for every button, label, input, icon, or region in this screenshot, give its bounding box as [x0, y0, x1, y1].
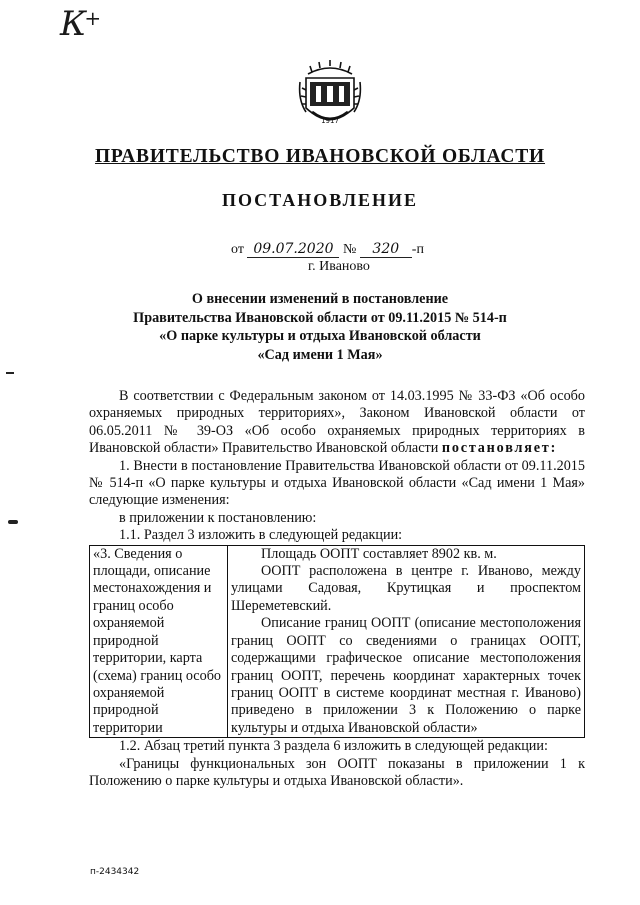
quote-paragraph: «Границы функциональных зон ООПТ показаны в приложении 1 к Положению о парке культуры и отдыха Ивановской области».	[89, 755, 585, 789]
number-sign: №	[342, 242, 357, 257]
scan-mark	[8, 520, 18, 524]
scan-mark	[6, 372, 14, 374]
table-left-cell: «3. Сведения о площади, описание местонахождения и границ особо охраняемой природной территории, карта (схема) границ особо охраняемой природной территории	[90, 545, 228, 737]
document-date: 09.07.2020	[247, 241, 339, 258]
handwritten-note: К+	[60, 4, 100, 44]
number-suffix: -п	[411, 242, 424, 257]
document-heading: О внесении изменений в постановление Правительства Ивановской области от 09.11.2015 № 514-п «О парке культуры и отдыха Ивановской области «Сад имени 1 Мая»	[133, 291, 507, 363]
document-id: п-2434342	[90, 867, 140, 877]
item-1-annex: в приложении к постановлению:	[119, 509, 317, 526]
item-1-2: 1.2. Абзац третий пункта 3 раздела 6 изложить в следующей редакции:	[119, 738, 548, 755]
table-row	[90, 545, 585, 737]
item-1-1: 1.1. Раздел 3 изложить в следующей редакции:	[119, 527, 403, 544]
date-number-line	[231, 241, 424, 258]
preamble-paragraph: В соответствии с Федеральным законом от 14.03.1995 № 33-ФЗ «Об особо охраняемых природных территориях», Законом Ивановской области от 06.05.2011 № 39-ОЗ «Об особо охраняемых природных территориях в Ивановской области» Правительство Ивановской области постановляет:	[89, 388, 585, 457]
resolves-word: постановляет:	[441, 440, 558, 457]
document-body	[89, 388, 585, 790]
date-prefix: от	[231, 242, 244, 257]
item-1: 1. Внести в постановление Правительства Ивановской области от 09.11.2015 № 514-п «О парке культуры и отдыха Ивановской области «Сад имени 1 Мая» следующие изменения:	[89, 457, 585, 509]
table-right-cell	[228, 545, 585, 737]
description-text: Описание границ ООПТ (описание местоположения границ ООПТ со сведениями о границах ООПТ, содержащими графическое описание местоположения границ ООПТ, перечень координат характерных точек границ ООПТ в системе координат местная г. Иваново) приведено в приложении 3 к Положению о парке культуры и отдыха Ивановской области»	[231, 615, 581, 736]
city: г. Иваново	[308, 259, 370, 274]
document-type: ПОСТАНОВЛЕНИЕ	[221, 190, 419, 210]
location-text: ООПТ расположена в центре г. Иваново, между улицами Садовая, Крутицкая и проспектом Шереметевский.	[231, 563, 581, 614]
coat-of-arms-icon	[298, 60, 362, 134]
section-3-table	[89, 545, 585, 738]
area-text: Площадь ООПТ составляет 8902 кв. м.	[261, 545, 497, 562]
document-number: 320	[360, 241, 412, 258]
emblem-caption: 1917	[321, 117, 339, 125]
government-title: ПРАВИТЕЛЬСТВО ИВАНОВСКОЙ ОБЛАСТИ	[94, 146, 546, 167]
